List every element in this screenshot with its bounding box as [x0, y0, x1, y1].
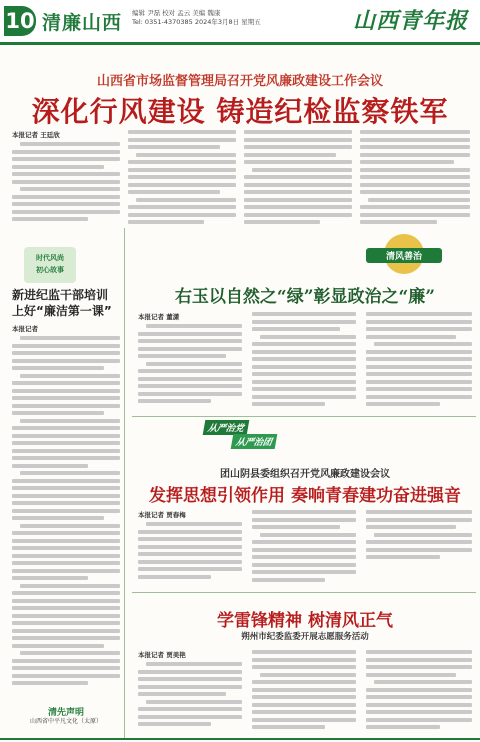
sidebar-tag-line-1: 时代风尚 [36, 254, 64, 262]
story3-badge [204, 420, 290, 454]
story4-column-1 [138, 662, 242, 734]
story3-column-1 [138, 522, 242, 584]
story2-column-1 [138, 324, 242, 414]
phone-line: Tel: 0351-4370385 2024年3月8日 星期五 [132, 18, 261, 26]
lead-column-4 [360, 130, 470, 230]
column-divider [124, 228, 125, 738]
sidebar-footer-title: 清先声明 [47, 708, 84, 718]
story4-byline: 本报记者 贾美艳 [138, 651, 186, 659]
story2-badge [366, 230, 436, 282]
sidebar-tag-line-2: 初心故事 [36, 266, 64, 274]
page-bottom-rule [0, 738, 480, 740]
story3-byline: 本报记者 贾春梅 [138, 511, 186, 519]
story2-column-2 [252, 312, 356, 414]
lead-kicker: 山西省市场监督管理局召开党风廉政建设工作会议 [96, 74, 383, 89]
story4-headline: 学雷锋精神 树清风正气 [217, 611, 393, 631]
sidebar-footer-sub: 山西省中平凡文化（太原） [29, 718, 102, 725]
story-divider [132, 416, 476, 417]
sidebar-title: 新进纪监干部培训上好“廉洁第一课” [12, 288, 112, 318]
story4-subhead: 朔州市纪委监委开展志愿服务活动 [241, 632, 369, 642]
story4-column-3 [366, 650, 472, 734]
page-number: 10 [4, 6, 36, 36]
story4-column-2 [252, 650, 356, 734]
masthead [0, 0, 480, 44]
masthead-divider [0, 42, 480, 45]
story3-column-3 [366, 510, 472, 584]
story2-badge-label: 清风善治 [366, 248, 442, 263]
story3-badge-line-1: 从严治党 [203, 420, 250, 435]
story3-kicker: 团山阴县委组织召开党风廉政建设会议 [220, 469, 390, 480]
sidebar-column [12, 336, 120, 700]
story3-badge-line-2: 从严治团 [231, 434, 278, 449]
masthead-info [132, 9, 261, 27]
section-title: 清廉山西 [42, 12, 123, 34]
lead-column-1 [12, 142, 120, 232]
editor-line: 编辑 尹磊 校对 孟云 美编 魏康 [132, 9, 221, 17]
story2-byline: 本报记者 董潇 [138, 313, 180, 321]
sidebar-byline: 本报记者 [12, 325, 38, 333]
sidebar-tag [24, 247, 76, 283]
story3-headline: 发挥思想引领作用 奏响青春建功奋进强音 [149, 486, 461, 506]
story3-column-2 [252, 510, 356, 584]
lead-column-2 [128, 130, 236, 230]
story2-headline: 右玉以自然之“绿”彰显政治之“廉” [174, 287, 436, 307]
newspaper-brand: 山西青年报 [352, 8, 468, 34]
lead-byline: 本报记者 王廷欣 [12, 131, 60, 139]
lead-column-3 [244, 130, 352, 230]
story-divider [132, 592, 476, 593]
lead-headline: 深化行风建设 铸造纪检监察铁军 [31, 95, 449, 128]
story2-column-3 [366, 312, 472, 414]
